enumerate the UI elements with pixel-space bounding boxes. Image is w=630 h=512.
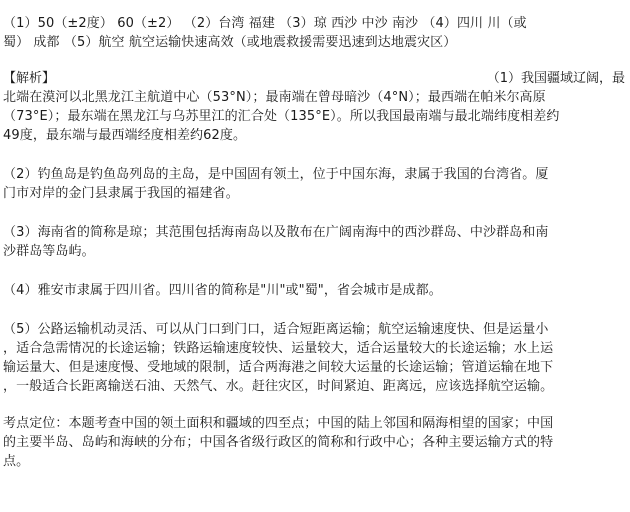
analysis-p5-line: ，一般适合长距离输送石油、天然气、水。赶往灾区，时间紧迫、距离远，应该选择航空运输。 (3, 379, 554, 394)
analysis-p2-line: （2）钓鱼岛是钓鱼岛列岛的主岛，是中国固有领土，位于中国东海，隶属于我国的台湾省。厦 (3, 167, 549, 182)
analysis-p1-line: 北端在漠河以北黑龙江主航道中心（53°N）；最南端在曾母暗沙（4°N）；最西端在帕米尔高原 (3, 90, 546, 105)
analysis-header-row (3, 69, 625, 88)
analysis-p2-line: 门市对岸的金门县隶属于我国的福建省。 (3, 186, 239, 201)
analysis-p1-line: 49度，最东端与最西端经度相差约62度。 (3, 128, 247, 143)
analysis-p5-line: 输运量大、但是速度慢、受地域的限制，适合两海港之间较大运量的长途运输；管道运输在地下 (3, 360, 554, 375)
document-body (3, 14, 625, 471)
analysis-p1-start: （1）我国疆域辽阔，最 (486, 71, 625, 86)
analysis-p3-line: 沙群岛等岛屿。 (3, 244, 95, 259)
analysis-p1-line: （73°E）；最东端在黑龙江与乌苏里江的汇合处（135°E）。所以我国最南端与最北端纬度相差约 (3, 109, 560, 124)
analysis-p3-line: （3）海南省的简称是琼；其范围包括海南岛以及散布在广阔南海中的西沙群岛、中沙群岛和南 (3, 225, 549, 240)
analysis-p5-line: （5）公路运输机动灵活、可以从门口到门口，适合短距离运输；航空运输速度快、但是运量小 (3, 322, 549, 337)
point-line: 考点定位：本题考查中国的领土面积和疆域的四至点；中国的陆上邻国和隔海相望的国家；中国 (3, 416, 554, 431)
answer-line-2: 蜀） 成都 （5）航空 航空运输快速高效（或地震救援需要迅速到达地震灾区） (3, 35, 457, 50)
analysis-p4-line: （4）雅安市隶属于四川省。四川省的简称是"川"或"蜀"，省会城市是成都。 (3, 283, 442, 298)
analysis-heading: 【解析】 (3, 71, 56, 86)
point-line: 的主要半岛、岛屿和海峡的分布；中国各省级行政区的简称和行政中心；各种主要运输方式的特 (3, 435, 554, 450)
point-line: 点。 (3, 454, 30, 469)
answer-line-1: （1）50（±2度） 60（±2） （2）台湾 福建 （3）琼 西沙 中沙 南沙 （4）四川 川（或 (3, 16, 527, 31)
analysis-p5-line: ，适合急需情况的长途运输；铁路运输速度较快、运量较大，适合运量较大的长途运输；水上运 (3, 341, 554, 356)
